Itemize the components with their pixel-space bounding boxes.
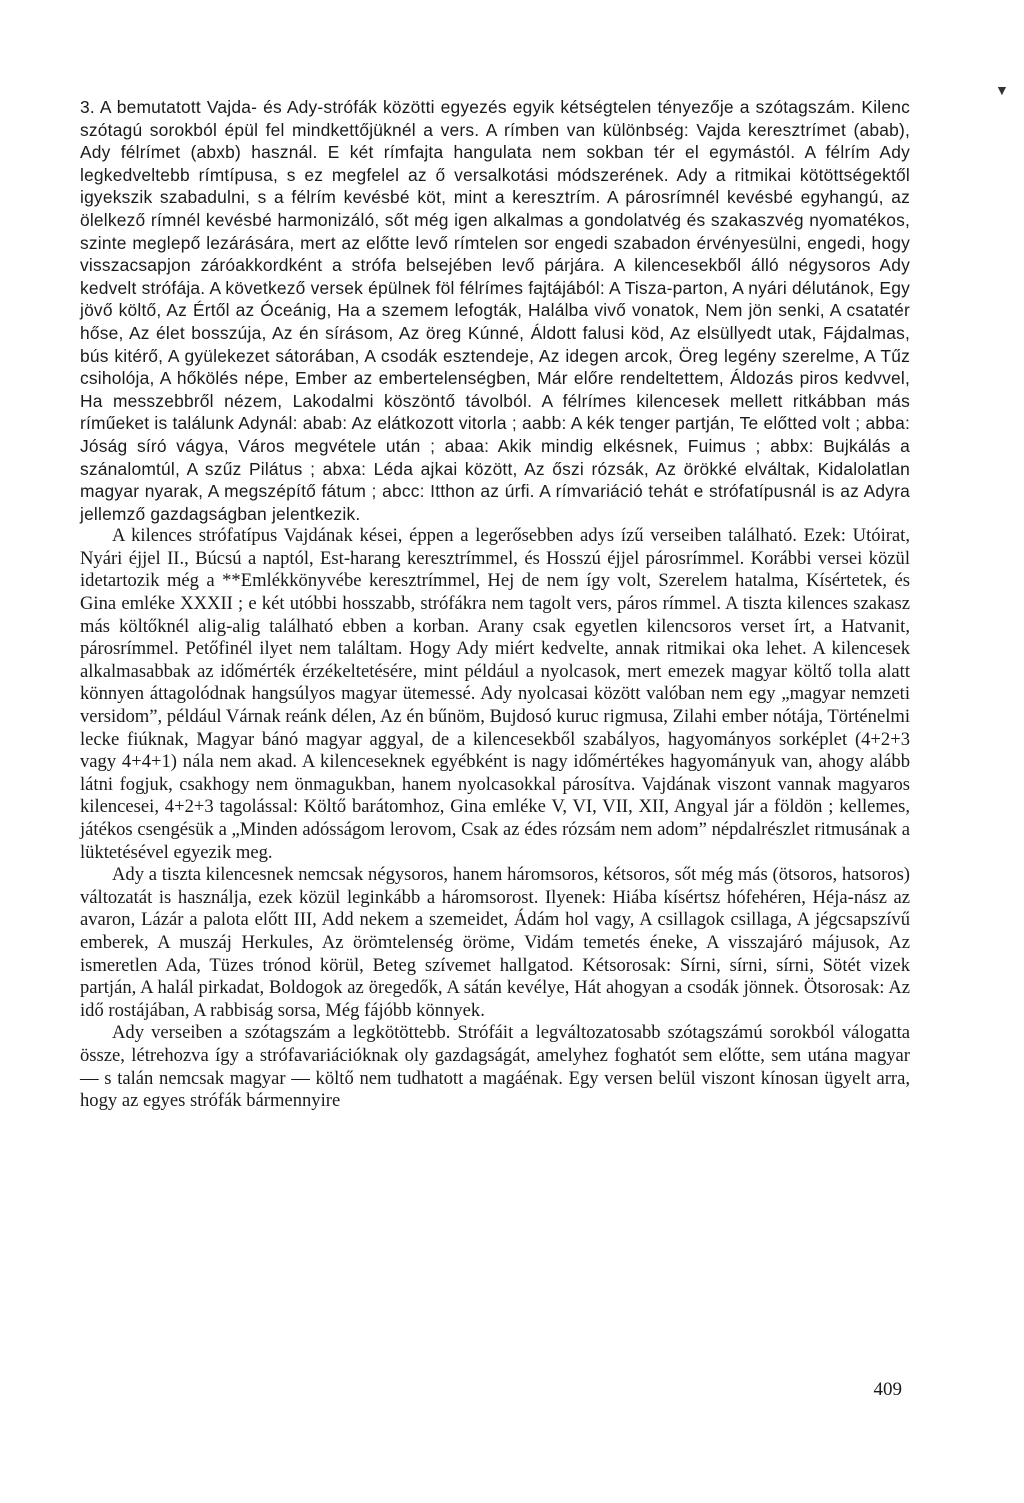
page-number: 409 bbox=[873, 1379, 902, 1400]
paragraph-4: Ady verseiben a szótagszám a legkötöttebb. Strófáit a legváltozatosabb szótagszámú sorokból válogatta össze, létrehozva így a strófavariációknak oly gazdagságát, amelyhez foghatót sem előtte, sem utána magyar — s talán nemcsak magyar — költő nem tudhatott a magáénak. Egy versen belül viszont kínosan ügyelt arra, hogy az egyes strófák bármennyire bbox=[80, 1022, 910, 1112]
corner-mark: ▼ bbox=[995, 84, 1009, 99]
paragraph-1: 3. A bemutatott Vajda- és Ady-strófák közötti egyezés egyik kétségtelen tényezője a szótagszám. Kilenc szótagú sorokból épül fel mindkettőjüknél a vers. A rímben van különbség: Vajda keresztrímet (abab), Ady félrímet (abxb) használ. E két rímfajta hangulata nem sokban tér el egymástól. A félrím Ady legkedveltebb rímtípusa, s ez megfelel az ő versalkotási módszerének. Ady a ritmikai kötöttségektől igyekszik szabadulni, s a félrím kevésbé köt, mint a keresztrím. A párosrímnél kevésbé egyhangú, az ölelkező rímnél kevésbé harmonizáló, sőt még igen alkalmas a gondolatvég és szakaszvég nyomatékos, szinte meglepő lezárására, mert az előtte levő rímtelen sor engedi szabadon érvényesülni, engedi, hogy visszacsapjon záróakkordként a strófa belsejében levő párjára. A kilencesekből álló négysoros Ady kedvelt strófája. A következő versek épülnek föl félrímes fajtájából: A Tisza-parton, A nyári délutánok, Egy jövő költő, Az Értől az Óceánig, Ha a szemem lefogták, Halálba vivő vonatok, Nem jön senki, A csatatér hőse, Az élet bosszúja, Az én sírásom, Az öreg Kúnné, Áldott falusi köd, Az elsüllyedt utak, Fájdalmas, bús kitérő, A gyülekezet sátorában, A csodák esztendeje, Az idegen arcok, Öreg legény szerelme, A Tűz csiholója, A hőkölés népe, Ember az embertelenségben, Már előre rendeltettem, Áldozás piros kedvvel, Ha messzebbről nézem, Lakodalmi köszöntő távolból. A félrímes kilencesek mellett ritkábban más ríműeket is találunk Adynál: abab: Az elátkozott vitorla ; aabb: A kék tenger partján, Te előtted volt ; abba: Jóság síró vágya, Város megvétele után ; abaa: Akik mindig elkésnek, Fuimus ; abbx: Bujkálás a szánalomtúl, A szűz Pilátus ; abxa: Léda ajkai között, Az őszi rózsák, Az örökké elváltak, Kidalolatlan magyar nyarak, A megszépítő fátum ; abcc: Itthon az úrfi. A rímvariáció tehát e strófatípusnál is az Adyra jellemző gazdagságban jelentkezik. bbox=[80, 97, 910, 524]
paragraph-2: A kilences strófatípus Vajdának kései, éppen a legerősebben adys ízű verseiben található. Ezek: Utóirat, Nyári éjjel II., Búcsú a naptól, Est-harang keresztrímmel, és Hosszú éjjel párosrímmel. Korábbi versei közül idetartozik még a **Emlékkönyvébe keresztrímmel, Hej de nem így volt, Szerelem hatalma, Kísértetek, és Gina emléke XXXII ; e két utóbbi hosszabb, strófákra nem tagolt vers, páros rímmel. A tiszta kilences szakasz más költőknél alig-alig található ebben a korban. Arany csak egyetlen kilencsoros verset írt, a Hatvanit, párosrímmel. Petőfinél ilyet nem találtam. Hogy Ady miért kedvelte, annak ritmikai oka lehet. A kilencesek alkalmasabbak az időmérték érzékeltetésére, mint például a nyolcasok, mert emezek magyar költő tolla alatt könnyen áttagolódnak hangsúlyos magyar ütemessé. Ady nyolcasai között valóban nem egy „magyar nemzeti versidom”, például Várnak reánk délen, Az én bűnöm, Bujdosó kuruc rigmusa, Zilahi ember nótája, Történelmi lecke fiúknak, Magyar bánó magyar aggyal, de a kilencesekből szabályos, hagyományos sorképlet (4+2+3 vagy 4+4+1) nála nem akad. A kilenceseknek egyébként is nagy időmértékes hagyományuk van, ahogy alább látni fogjuk, csakhogy nem önmagukban, hanem nyolcasokkal párosítva. Vajdának viszont vannak magyaros kilencesei, 4+2+3 tagolással: Költő barátomhoz, Gina emléke V, VI, VII, XII, Angyal jár a földön ; kellemes, játékos csengésük a „Minden adósságom lerovom, Csak az édes rózsám nem adom” népdalrészlet ritmusának a lüktetésével egyezik meg. bbox=[80, 525, 910, 863]
paragraph-3: Ady a tiszta kilencesnek nemcsak négysoros, hanem háromsoros, kétsoros, sőt még más (ötsoros, hatsoros) változatát is használja, ezek közül leginkább a háromsorost. Ilyenek: Hiába kísértsz hófehéren, Héja-nász az avaron, Lázár a palota előtt III, Add nekem a szemeidet, Ádám hol vagy, A csillagok csillaga, A jégcsapszívű emberek, A muszáj Herkules, Az örömtelenség öröme, Vidám temetés éneke, A visszajáró májusok, Az ismeretlen Ada, Tüzes trónod körül, Beteg szívemet hallgatod. Kétsorosak: Sírni, sírni, sírni, Sötét vizek partján, A halál pirkadat, Boldogok az öregedők, A sátán kevélye, Hát ahogyan a csodák jönnek. Ötsorosak: Az idő rostájában, A rabbiság sorsa, Még fájóbb könnyek. bbox=[80, 864, 910, 1021]
body-text bbox=[80, 96, 910, 1113]
book-page bbox=[80, 96, 910, 1476]
